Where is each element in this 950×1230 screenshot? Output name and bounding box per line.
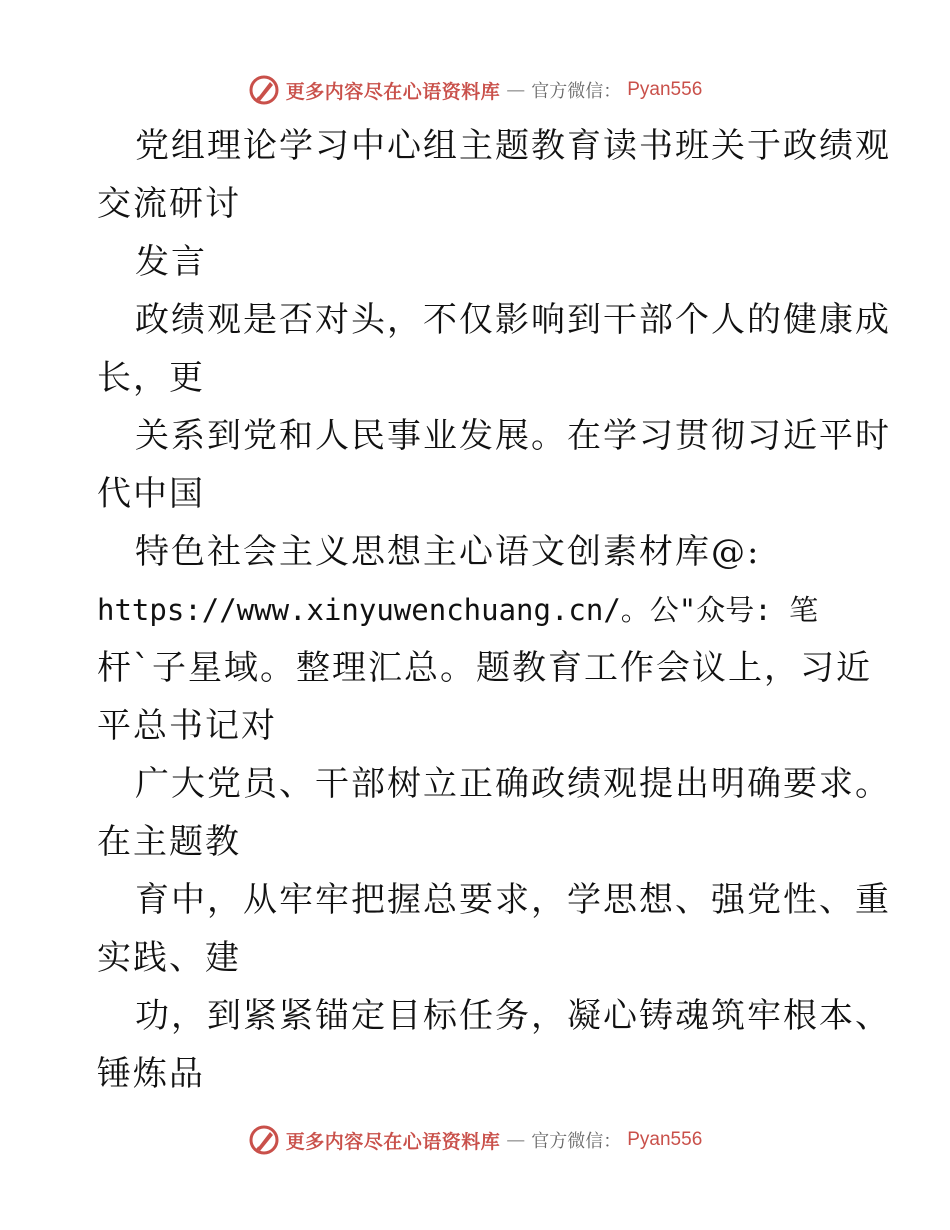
quill-pen-logo-icon	[248, 74, 280, 106]
text-line: 广大党员、干部树立正确政绩观提出明确要求。	[135, 764, 891, 804]
text-line: 育中，从牢牢把握总要求，学思想、强党性、重	[135, 880, 891, 920]
text-line: 在主题教	[97, 822, 241, 862]
text-line: 长，更	[97, 358, 205, 398]
text-line: 关系到党和人民事业发展。在学习贯彻习近平时	[135, 416, 891, 456]
header-watermark	[0, 70, 950, 110]
watermark-text: 更多内容尽在心语资料库	[285, 1130, 501, 1153]
watermark-text: 更多内容尽在心语资料库	[285, 80, 501, 103]
text-line: 功，到紧紧锚定目标任务，凝心铸魂筑牢根本、	[135, 996, 891, 1036]
watermark-wechat-id: Pyan556	[627, 1129, 703, 1150]
text-line: 党组理论学习中心组主题教育读书班关于政绩观	[135, 126, 891, 166]
text-line: 特色社会主义思想主心语文创素材库@:	[135, 532, 761, 572]
watermark-wechat-label: 官方微信：	[531, 1131, 622, 1152]
text-line: 发言	[135, 242, 207, 282]
watermark-separator: —	[506, 1129, 526, 1151]
document-body	[97, 117, 891, 1103]
watermark-wechat-label: 官方微信：	[531, 81, 622, 102]
quill-pen-logo-icon	[248, 1124, 280, 1156]
text-line: 平总书记对	[97, 706, 277, 746]
text-line: 实践、建	[97, 938, 241, 978]
text-line: 锤炼品	[97, 1054, 205, 1094]
text-line-url: https://www.xinyuwenchuang.cn/。公"众号: 笔	[97, 593, 819, 627]
watermark-wechat-id: Pyan556	[627, 79, 703, 100]
text-line: 交流研讨	[97, 184, 241, 224]
watermark-separator: —	[506, 79, 526, 101]
text-line: 代中国	[97, 474, 205, 514]
footer-watermark	[0, 1120, 950, 1160]
text-line: 杆`子星域。整理汇总。题教育工作会议上，习近	[97, 648, 872, 688]
text-line: 政绩观是否对头，不仅影响到干部个人的健康成	[135, 300, 891, 340]
